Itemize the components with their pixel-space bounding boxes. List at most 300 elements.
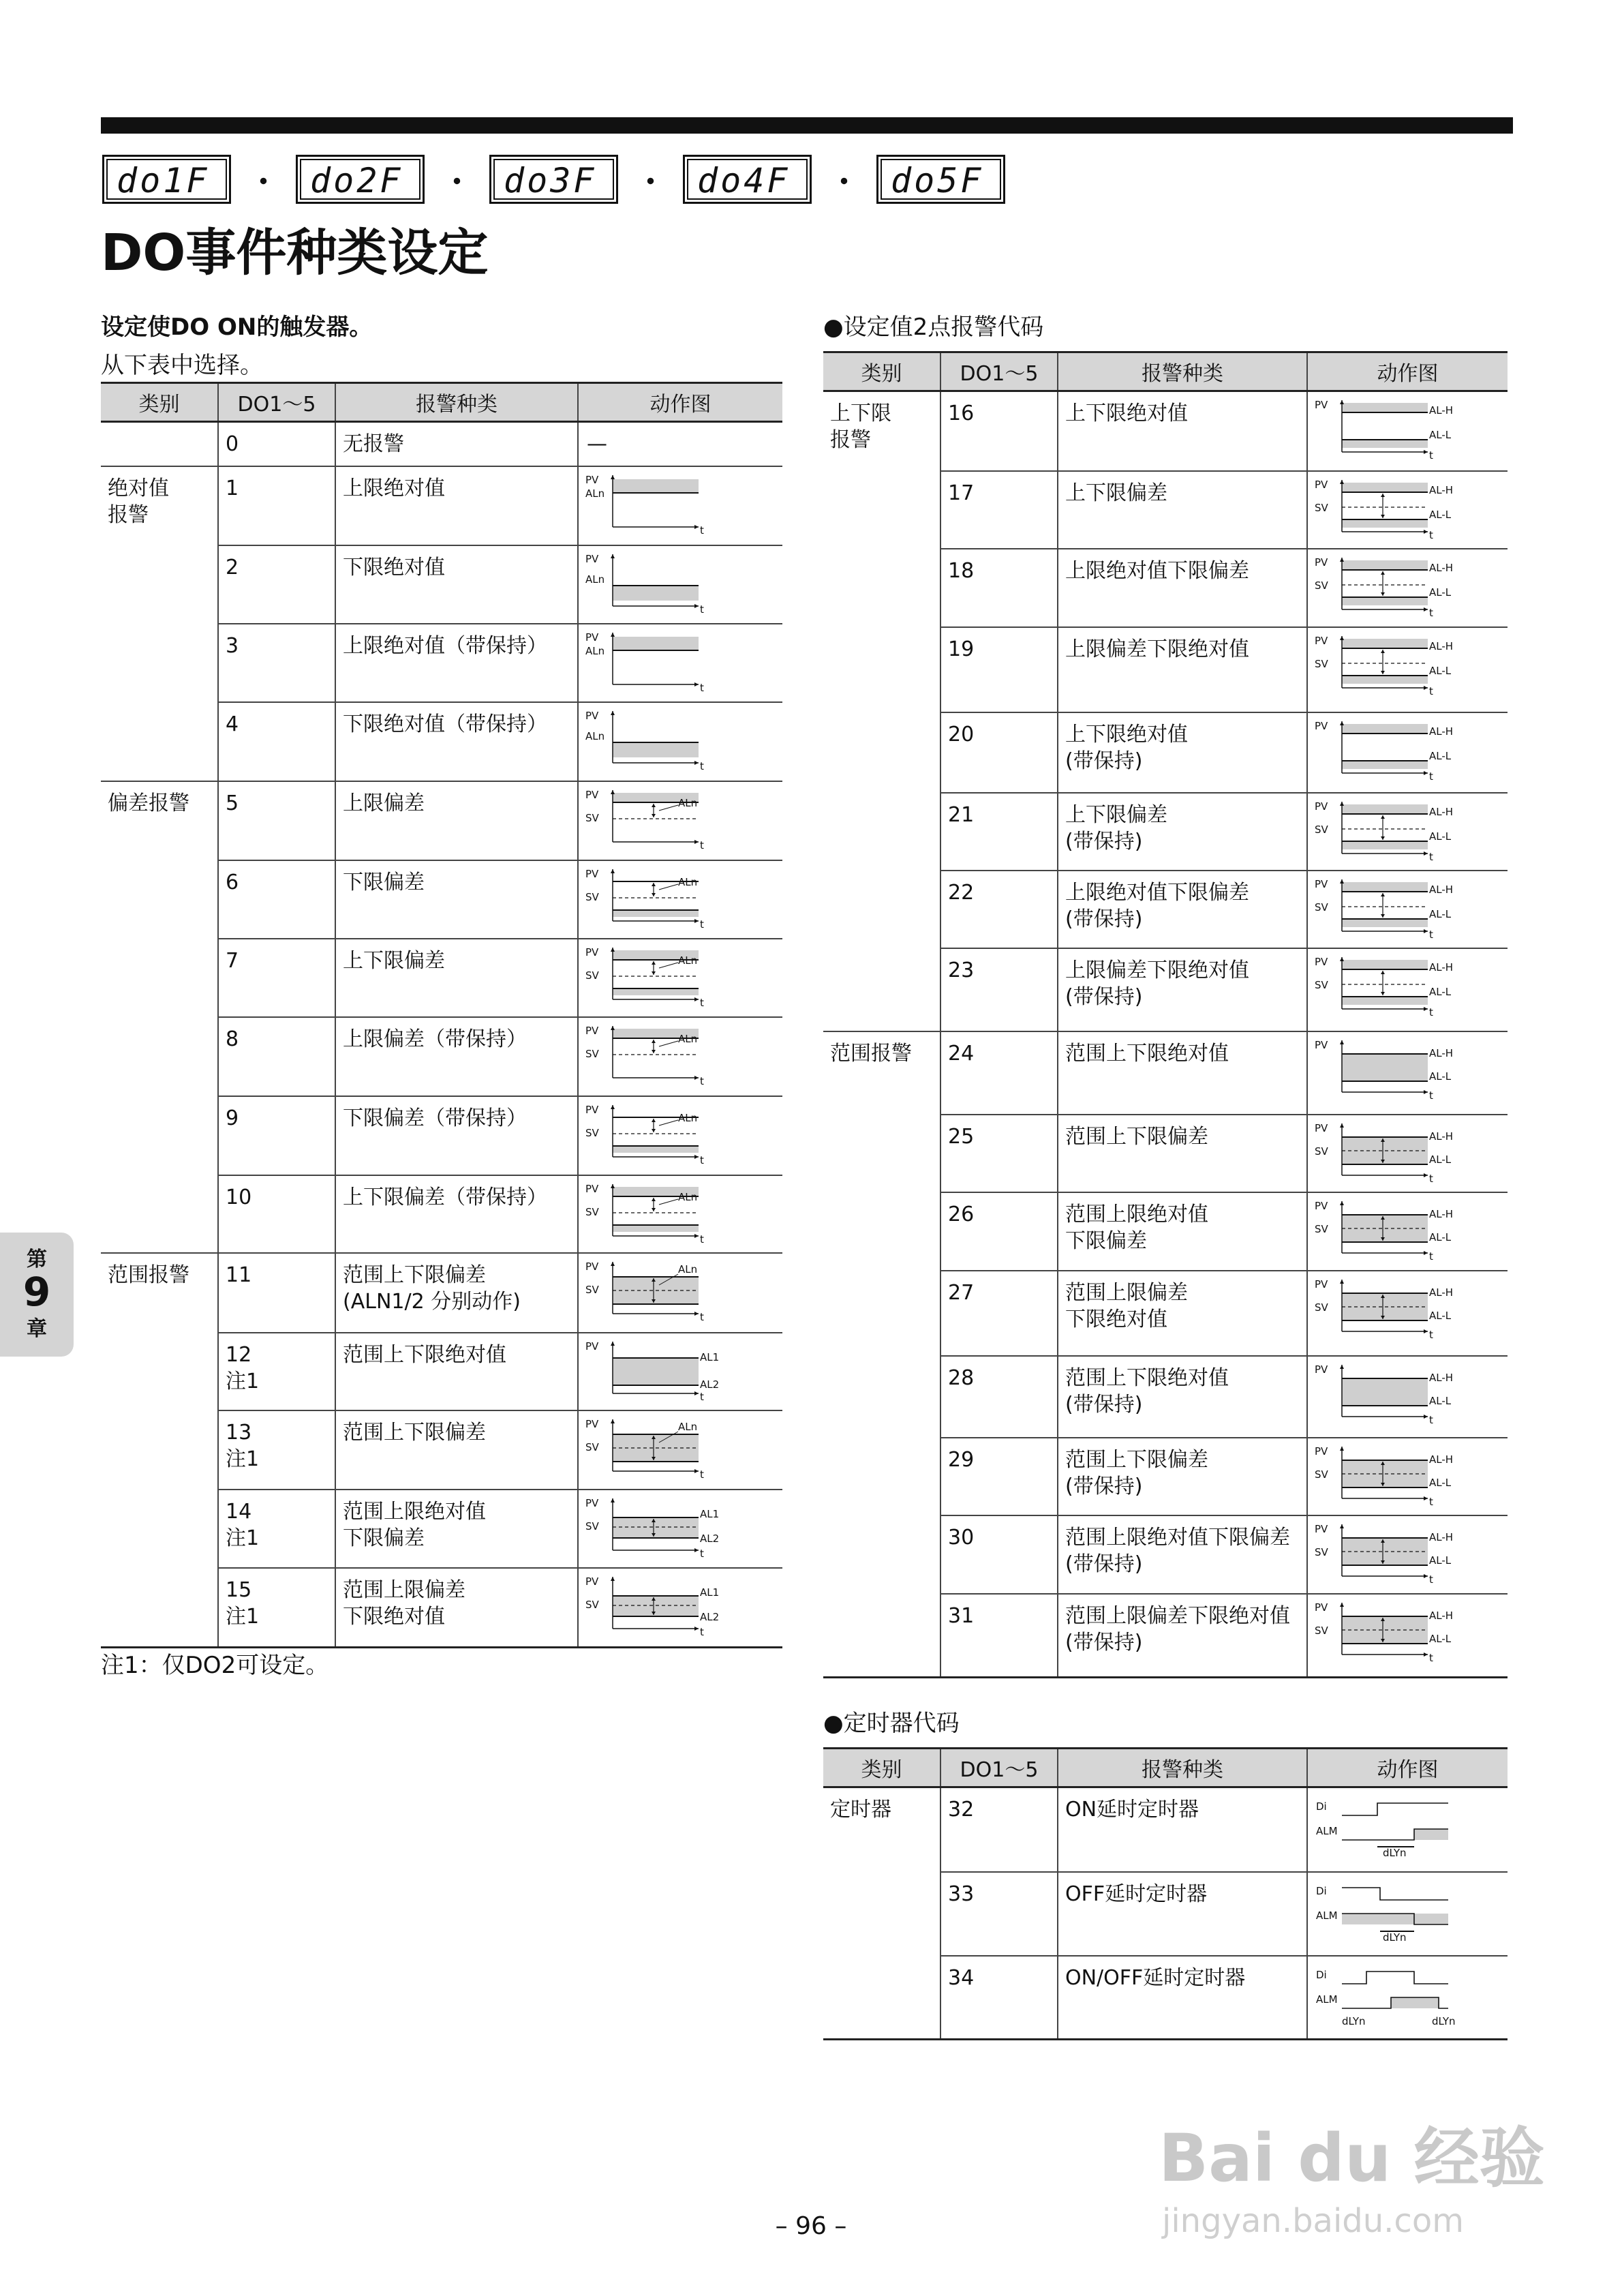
code-cell: 20	[940, 712, 1058, 793]
action-diagram	[1312, 1275, 1503, 1341]
offset-arrowhead	[1381, 971, 1385, 974]
alm-label: ALM	[1316, 1993, 1338, 2006]
t-label: t	[1429, 449, 1433, 462]
t-label: t	[700, 682, 704, 694]
sv-label: SV	[585, 1441, 599, 1453]
alarm-type-cell: 上限偏差	[335, 781, 578, 860]
diagram-cell	[578, 860, 782, 939]
offset-arrowhead	[652, 1119, 656, 1122]
leader-line	[659, 1199, 678, 1205]
t-label: t	[700, 1075, 704, 1087]
all-label: AL-L	[1429, 1153, 1452, 1166]
x-axis-arrow	[1424, 1496, 1428, 1500]
table-row	[101, 1096, 782, 1175]
y-axis-arrow	[611, 1419, 615, 1423]
x-axis-arrow	[694, 919, 699, 923]
di-label: Di	[1316, 1968, 1327, 1981]
alarm-type-cell: 范围上限偏差下限绝对值 (带保持)	[1058, 1594, 1307, 1678]
x-axis-arrow	[1424, 450, 1428, 454]
alarm-band	[613, 479, 699, 493]
diagram-cell	[1307, 1031, 1508, 1115]
header-code: DO1～5	[218, 383, 335, 422]
alarm-type-cell: 下限绝对值	[335, 545, 578, 624]
t-label: t	[1429, 528, 1433, 541]
category-cell	[823, 1438, 940, 1515]
alarm-type-cell: ON/OFF延时定时器	[1058, 1956, 1307, 2040]
action-diagram	[1312, 1119, 1503, 1185]
x-axis-arrow	[694, 604, 699, 608]
y-axis-arrow	[611, 554, 615, 558]
t-label: t	[1429, 1573, 1433, 1586]
alh-label: AL-H	[1429, 1453, 1454, 1466]
sv-label: SV	[585, 891, 599, 903]
table-row	[101, 860, 782, 939]
alarm-type-cell: 下限偏差	[335, 860, 578, 939]
x-axis-arrow	[1424, 607, 1428, 611]
header-code: DO1～5	[940, 1749, 1058, 1787]
code-cell: 7	[218, 939, 335, 1017]
category-cell	[823, 627, 940, 712]
alarm-band	[1342, 919, 1428, 927]
category-cell: 偏差报警	[108, 791, 189, 815]
offset-arrowhead	[1381, 494, 1385, 497]
category-cell	[101, 1333, 218, 1410]
alarm-type-cell: 上下限偏差 (带保持)	[1058, 793, 1307, 871]
code-cell: 24	[940, 1031, 1058, 1115]
code-cell: 26	[940, 1192, 1058, 1271]
y-axis-arrow	[1340, 480, 1344, 484]
code-cell: 33	[940, 1872, 1058, 1956]
alarm-type-cell: 上限偏差下限绝对值	[1058, 627, 1307, 712]
pv-label: PV	[1315, 1363, 1328, 1376]
alarm-band	[613, 988, 699, 995]
pv-label: PV	[585, 946, 599, 958]
separator-dot: ・	[248, 165, 279, 200]
table-row	[823, 1872, 1508, 1956]
category-cell	[823, 1271, 940, 1356]
alarm-band	[1342, 440, 1428, 448]
separator-dot: ・	[635, 165, 666, 200]
code-cell: 6	[218, 860, 335, 939]
aln-label: ALn	[585, 645, 605, 657]
x-axis-arrow	[1424, 1090, 1428, 1094]
delay-label: dLYn	[1383, 1847, 1407, 1858]
x-axis-arrow	[694, 1155, 699, 1159]
t-label: t	[700, 1233, 704, 1245]
y-axis-arrow	[611, 869, 615, 873]
sv-label: SV	[1315, 657, 1328, 670]
category-cell	[101, 1410, 218, 1490]
pv-label: PV	[1315, 1199, 1328, 1212]
y-axis-arrow	[1340, 1123, 1344, 1128]
pv-label: PV	[1315, 877, 1328, 890]
t-label: t	[700, 1626, 704, 1638]
sv-label: SV	[1315, 1301, 1328, 1314]
section-heading-timer: ●定时器代码	[823, 1710, 960, 1737]
offset-arrowhead	[1381, 515, 1385, 518]
action-diagram	[1312, 1961, 1503, 2026]
action-diagram	[583, 1258, 774, 1323]
header-diagram: 动作图	[1307, 352, 1508, 391]
di-signal	[1342, 1972, 1448, 1984]
offset-arrowhead	[1381, 992, 1385, 995]
table-row	[823, 871, 1508, 948]
action-diagram	[583, 1573, 774, 1638]
delay-label: dLYn	[1342, 2014, 1366, 2026]
alh-label: AL-H	[1429, 1130, 1454, 1143]
diagram-cell	[1307, 1872, 1508, 1956]
al1-label: AL1	[700, 1586, 720, 1599]
action-diagram	[583, 1180, 774, 1245]
alarm-band	[1342, 882, 1428, 892]
aln-label: ALn	[678, 1033, 698, 1045]
sv-label: SV	[585, 1127, 599, 1139]
sv-label: SV	[1315, 1624, 1328, 1637]
pv-label: PV	[585, 1260, 599, 1273]
table-row	[101, 1333, 782, 1410]
category-cell: 范围报警	[830, 1041, 912, 1066]
action-diagram	[583, 1022, 774, 1087]
pv-label: PV	[1315, 719, 1328, 732]
diagram-cell	[578, 1175, 782, 1253]
t-label: t	[1429, 606, 1433, 619]
pv-label: PV	[585, 1418, 599, 1430]
diagram-cell	[578, 624, 782, 702]
sv-label: SV	[585, 1048, 599, 1060]
al2-label: AL2	[700, 1532, 720, 1545]
alarm-band	[613, 586, 699, 601]
code-cell: 9	[218, 1096, 335, 1175]
action-diagram	[1312, 798, 1503, 863]
all-label: AL-L	[1429, 1632, 1452, 1645]
t-label: t	[700, 603, 704, 616]
header-alarm-type: 报警种类	[1058, 1749, 1307, 1787]
header-code: DO1～5	[940, 352, 1058, 391]
code-cell: 4	[218, 702, 335, 781]
code-cell: 19	[940, 627, 1058, 712]
code-cell: 14 注1	[218, 1490, 335, 1568]
action-diagram	[1312, 1442, 1503, 1508]
al1-label: AL1	[700, 1508, 720, 1520]
diagram-cell	[578, 939, 782, 1017]
header-diagram: 动作图	[1307, 1749, 1508, 1787]
two-point-alarm-table	[823, 351, 1508, 1678]
alm-label: ALM	[1316, 1825, 1338, 1837]
alarm-type-cell: 范围上限偏差 下限绝对值	[335, 1568, 578, 1647]
alh-label: AL-H	[1429, 483, 1454, 496]
alarm-band	[1342, 676, 1428, 684]
diagram-cell	[1307, 712, 1508, 793]
all-label: AL-L	[1429, 1476, 1452, 1489]
diagram-cell	[1307, 471, 1508, 549]
diagram-cell	[578, 702, 782, 781]
alarm-band	[613, 1517, 699, 1538]
table-row	[101, 422, 782, 467]
pv-label: PV	[1315, 399, 1328, 411]
alarm-type-cell: 下限绝对值（带保持）	[335, 702, 578, 781]
all-label: AL-L	[1429, 586, 1452, 599]
alh-label: AL-H	[1429, 883, 1454, 896]
action-diagram	[1312, 1877, 1503, 1942]
leader-line	[659, 1120, 678, 1126]
diagram-cell	[1307, 948, 1508, 1031]
pv-label: PV	[585, 553, 599, 565]
t-label: t	[1429, 1651, 1433, 1664]
action-diagram	[583, 471, 774, 537]
t-label: t	[1429, 684, 1433, 697]
header-category: 类别	[101, 383, 218, 422]
table-row	[823, 1031, 1508, 1115]
table-row	[823, 1192, 1508, 1271]
action-diagram	[1312, 632, 1503, 697]
y-axis-arrow	[611, 1498, 615, 1502]
table-row	[823, 1115, 1508, 1192]
aln-label: ALn	[585, 573, 605, 586]
alarm-type-cell: 范围上限偏差 下限绝对值	[1058, 1271, 1307, 1356]
pv-label: PV	[1315, 800, 1328, 813]
delay-label: dLYn	[1432, 2014, 1456, 2026]
alarm-band	[1342, 403, 1428, 412]
alarm-band	[1342, 519, 1428, 528]
separator-dot: ・	[442, 165, 472, 200]
segment-display-2: do2F	[296, 155, 425, 204]
pv-label: PV	[585, 1340, 599, 1353]
alh-label: AL-H	[1429, 1207, 1454, 1220]
alarm-band	[1342, 841, 1428, 849]
table-row	[101, 702, 782, 781]
offset-arrowhead	[1381, 815, 1385, 819]
alarm-type-cell: 下限偏差（带保持）	[335, 1096, 578, 1175]
y-axis-arrow	[611, 790, 615, 794]
sv-label: SV	[585, 1599, 599, 1611]
alarm-type-cell: 上下限偏差	[335, 939, 578, 1017]
offset-arrowhead	[1381, 671, 1385, 674]
sv-label: SV	[585, 1520, 599, 1532]
action-diagram	[583, 865, 774, 931]
alarm-band	[1342, 560, 1428, 570]
code-cell: 30	[940, 1515, 1058, 1594]
diagram-cell	[578, 1253, 782, 1333]
alarm-band	[613, 910, 699, 917]
alarm-band	[1391, 1997, 1439, 2008]
all-label: AL-L	[1429, 985, 1452, 998]
y-axis-arrow	[1340, 1603, 1344, 1607]
alarm-type-cell: 范围上下限偏差	[335, 1410, 578, 1490]
code-cell: 25	[940, 1115, 1058, 1192]
code-cell: 32	[940, 1787, 1058, 1872]
offset-arrowhead	[652, 1198, 656, 1201]
alarm-band	[613, 1358, 699, 1385]
code-cell: 0	[218, 422, 335, 467]
y-axis-arrow	[1340, 1201, 1344, 1205]
x-axis-arrow	[694, 997, 699, 1001]
x-axis-arrow	[1424, 1574, 1428, 1578]
x-axis-arrow	[694, 761, 699, 765]
t-label: t	[700, 1311, 704, 1323]
category-cell	[823, 1515, 940, 1594]
pv-label: PV	[585, 710, 599, 722]
category-cell	[823, 1956, 940, 2040]
category-cell	[101, 702, 218, 781]
leader-line	[659, 1041, 678, 1046]
header-category: 类别	[823, 352, 940, 391]
aln-label: ALn	[678, 954, 698, 967]
alh-label: AL-H	[1429, 1530, 1454, 1543]
diagram-cell	[1307, 1956, 1508, 2040]
alh-label: AL-H	[1429, 1286, 1454, 1299]
diagram-cell	[578, 1568, 782, 1647]
y-axis-arrow	[1340, 1040, 1344, 1044]
x-axis-arrow	[694, 1627, 699, 1631]
pv-label: PV	[1315, 1522, 1328, 1535]
code-cell: 16	[940, 391, 1058, 471]
leader-line	[659, 884, 678, 890]
y-axis-arrow	[1340, 400, 1344, 404]
all-label: AL-L	[1429, 664, 1452, 677]
t-label: t	[700, 1468, 704, 1481]
table-row	[101, 1568, 782, 1647]
category-cell	[101, 624, 218, 702]
diagram-cell	[1307, 391, 1508, 471]
all-label: AL-L	[1429, 1394, 1452, 1407]
offset-arrowhead	[652, 804, 656, 807]
action-diagram	[1312, 1361, 1503, 1426]
table-row	[823, 712, 1508, 793]
code-cell: 29	[940, 1438, 1058, 1515]
t-label: t	[700, 918, 704, 931]
category-cell	[823, 712, 940, 793]
table-row	[823, 948, 1508, 1031]
x-axis-arrow	[694, 1469, 699, 1473]
header-diagram: 动作图	[578, 383, 782, 422]
aln-label: ALn	[678, 876, 698, 888]
diagram-cell	[1307, 871, 1508, 948]
x-axis-arrow	[694, 1076, 699, 1080]
diagram-cell	[1307, 793, 1508, 871]
offset-arrowhead	[652, 814, 656, 817]
offset-arrowhead	[652, 1040, 656, 1043]
alarm-type-cell: 上限绝对值（带保持）	[335, 624, 578, 702]
x-axis-arrow	[694, 1312, 699, 1316]
diagram-cell	[578, 1490, 782, 1568]
pv-label: PV	[585, 1025, 599, 1037]
t-label: t	[1429, 1495, 1433, 1508]
separator-dot: ・	[829, 165, 859, 200]
offset-arrowhead	[1381, 571, 1385, 575]
table-row	[101, 1017, 782, 1096]
x-axis-arrow	[694, 525, 699, 529]
action-diagram	[1312, 1599, 1503, 1664]
t-label: t	[1429, 1172, 1433, 1185]
table-row	[823, 1594, 1508, 1678]
offset-arrowhead	[652, 1050, 656, 1053]
x-axis-arrow	[1424, 686, 1428, 690]
page-number: – 96 –	[775, 2212, 847, 2240]
code-cell: 12 注1	[218, 1333, 335, 1410]
alarm-type-cell: 上下限偏差（带保持）	[335, 1175, 578, 1253]
y-axis-arrow	[1340, 558, 1344, 562]
segment-display-5: do5F	[876, 155, 1005, 204]
t-label: t	[700, 1547, 704, 1560]
aln-label: ALn	[678, 797, 698, 809]
y-axis-arrow	[611, 948, 615, 952]
pv-label: PV	[1315, 1601, 1328, 1614]
pv-label: PV	[1315, 955, 1328, 968]
code-cell: 18	[940, 549, 1058, 627]
diagram-cell	[1307, 1787, 1508, 1872]
offset-arrowhead	[652, 893, 656, 896]
table-row	[823, 793, 1508, 871]
di-signal	[1342, 1888, 1448, 1900]
left-alarm-table	[101, 382, 782, 1648]
diagram-cell	[578, 1017, 782, 1096]
category-cell	[823, 948, 940, 1031]
alarm-band	[1342, 639, 1428, 648]
action-diagram	[583, 707, 774, 772]
code-cell: 27	[940, 1271, 1058, 1356]
offset-arrowhead	[652, 971, 656, 975]
pv-label: PV	[585, 1497, 599, 1509]
all-label: AL-L	[1429, 830, 1452, 843]
alarm-type-cell: 范围上下限绝对值 (带保持)	[1058, 1356, 1307, 1438]
aln-label: ALn	[678, 1263, 698, 1275]
sv-label: SV	[585, 1284, 599, 1296]
y-axis-arrow	[1340, 879, 1344, 883]
diagram-cell	[1307, 1438, 1508, 1515]
offset-arrowhead	[652, 883, 656, 886]
x-axis-arrow	[1424, 771, 1428, 775]
t-label: t	[700, 1391, 704, 1403]
category-cell	[823, 1192, 940, 1271]
alarm-band	[1342, 1378, 1428, 1406]
segment-display-1: do1F	[102, 155, 231, 204]
action-diagram	[1312, 554, 1503, 619]
table-row	[823, 627, 1508, 712]
diagram-cell	[578, 1096, 782, 1175]
diagram-cell	[578, 545, 782, 624]
alh-label: AL-H	[1429, 725, 1454, 738]
action-diagram	[1312, 1036, 1503, 1102]
sv-label: SV	[1315, 1468, 1328, 1481]
all-label: AL-L	[1429, 749, 1452, 762]
aln-label: ALn	[585, 487, 605, 500]
lead-subtext: 从下表中选择。	[101, 352, 263, 379]
t-label: t	[700, 1154, 704, 1166]
x-axis-arrow	[694, 682, 699, 686]
category-cell	[101, 1017, 218, 1096]
alh-label: AL-H	[1429, 561, 1454, 574]
sv-label: SV	[1315, 901, 1328, 913]
category-cell	[101, 422, 218, 467]
t-label: t	[1429, 770, 1433, 783]
sv-label: SV	[585, 1206, 599, 1218]
category-cell	[101, 1568, 218, 1647]
alh-label: AL-H	[1429, 639, 1454, 652]
offset-arrowhead	[1381, 893, 1385, 896]
alarm-type-cell: 上限绝对值下限偏差	[1058, 549, 1307, 627]
alarm-band	[613, 637, 699, 650]
alarm-band	[613, 1225, 699, 1232]
alarm-type-cell: OFF延时定时器	[1058, 1872, 1307, 1956]
offset-arrowhead	[652, 961, 656, 965]
alarm-type-cell: 上限绝对值下限偏差 (带保持)	[1058, 871, 1307, 948]
action-diagram	[583, 1338, 774, 1403]
table-row	[101, 466, 782, 545]
aln-label: ALn	[678, 1421, 698, 1433]
al2-label: AL2	[700, 1611, 720, 1623]
pv-label: PV	[585, 1575, 599, 1588]
pv-label: PV	[1315, 556, 1328, 569]
